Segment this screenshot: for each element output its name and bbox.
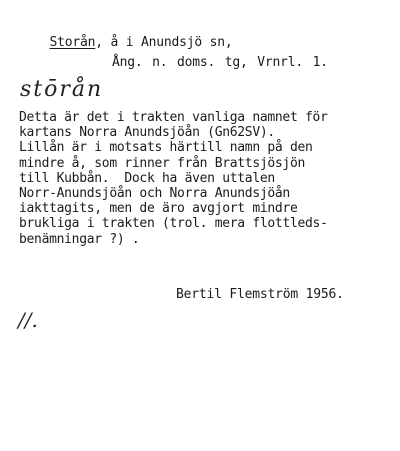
body-line: Lillån är i motsats härtill namn på den xyxy=(19,140,313,156)
body-line: kartans Norra Anundsjöån (Gn62SV). xyxy=(19,125,275,141)
body-line: Norr-Anundsjöån och Norra Anundsjöån xyxy=(19,186,290,202)
handwritten-pronunciation: stōrån xyxy=(20,77,104,102)
body-line: brukliga i trakten (trol. mera flottleds- xyxy=(19,216,328,232)
card-body xyxy=(19,110,397,247)
place-location: , å i Anundsjö sn, xyxy=(95,35,233,50)
body-line: benämningar ?) . xyxy=(19,231,140,247)
body-line: iakttagits, men de äro avgjort mindre xyxy=(19,201,298,217)
body-line: Detta är det i trakten vanliga namnet för xyxy=(19,110,328,125)
source-reference: Ång. n. doms. tg, Vrnrl. 1. xyxy=(112,55,328,70)
signature: Bertil Flemström 1956. xyxy=(176,287,344,302)
margin-mark: //. xyxy=(18,308,38,332)
body-line: till Kubbån. Dock ha även uttalen xyxy=(19,170,275,186)
body-line: mindre å, som rinner från Brattsjösjön xyxy=(19,155,306,171)
place-name: Storån xyxy=(49,35,96,50)
